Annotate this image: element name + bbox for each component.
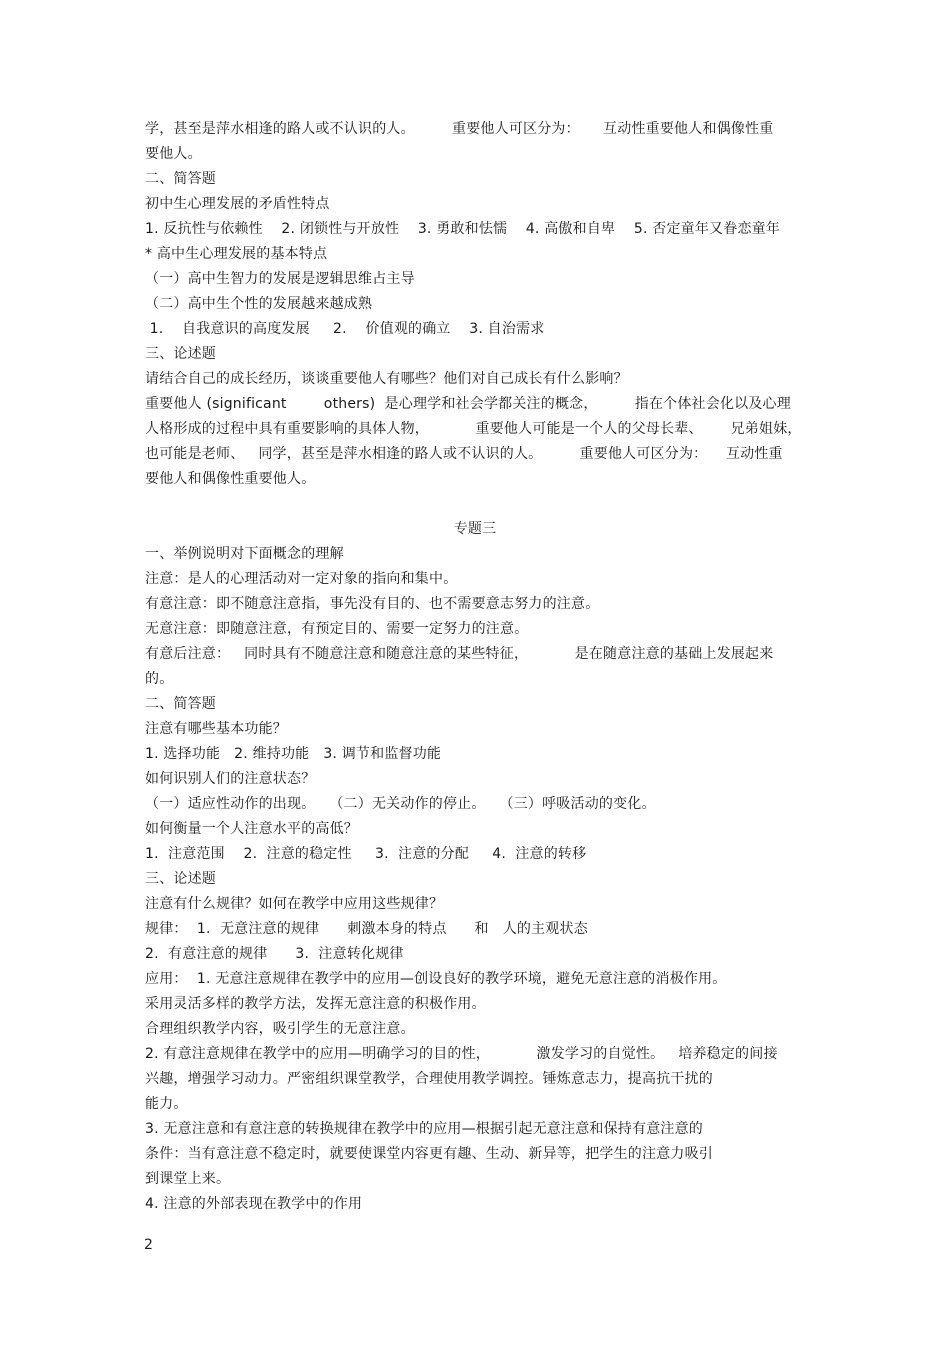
text-line: 的。 <box>145 671 174 687</box>
answer-list: 1. 注意范围 2. 注意的稳定性 3. 注意的分配 4. 注意的转移 <box>145 846 587 862</box>
answer-list: 1. 反抗性与依赖性 2. 闭锁性与开放性 3. 勇敢和怯懦 4. 高傲和自卑 5. 否定童年又眷恋童年 <box>145 221 781 237</box>
page-number: 2 <box>144 1237 153 1253</box>
text-line: 采用灵活多样的教学方法，发挥无意注意的积极作用。 <box>145 996 486 1012</box>
text-line: 无意注意：即随意注意，有预定目的、需要一定努力的注意。 <box>145 621 529 637</box>
text-line: 规律： 1. 无意注意的规律 刺激本身的特点 和 人的主观状态 <box>145 921 588 937</box>
text-line: 要他人和偶像性重要他人。 <box>145 471 316 487</box>
text-line: 学，甚至是萍水相逢的路人或不认识的人。 重要他人可区分为： 互动性重要他人和偶像性重 <box>145 121 774 137</box>
question-title: 如何识别人们的注意状态？ <box>145 771 316 787</box>
text-line: 4. 注意的外部表现在教学中的作用 <box>145 1196 363 1212</box>
answer-list: （一）适应性动作的出现。 （二）无关动作的停止。 （三）呼吸活动的变化。 <box>145 796 656 812</box>
text-line: 人格形成的过程中具有重要影响的具体人物， 重要他人可能是一个人的父母长辈、 兄弟姐妹， <box>145 421 802 437</box>
text-line: 有意注意：即不随意注意指，事先没有目的、也不需要意志努力的注意。 <box>145 596 600 612</box>
text-line: （一）高中生智力的发展是逻辑思维占主导 <box>145 271 415 287</box>
text-line: 2. 有意注意的规律 3. 注意转化规律 <box>145 946 404 962</box>
question-title: 请结合自己的成长经历，谈谈重要他人有哪些？他们对自己成长有什么影响？ <box>145 371 628 387</box>
text-line: 注意：是人的心理活动对一定对象的指向和集中。 <box>145 571 458 587</box>
text-line: 应用： 1. 无意注意规律在教学中的应用—创设良好的教学环境，避免无意注意的消极作用。 <box>145 971 727 987</box>
answer-list: 1. 选择功能 2. 维持功能 3. 调节和监督功能 <box>145 746 442 762</box>
section-title: 专题三 <box>453 521 497 537</box>
text-line: 要他人。 <box>145 146 202 162</box>
text-line: 也可能是老师、 同学，甚至是萍水相逢的路人或不认识的人。 重要他人可区分为： 互动性重 <box>145 446 783 462</box>
text-line: 合理组织教学内容，吸引学生的无意注意。 <box>145 1021 415 1037</box>
text-line: 3. 无意注意和有意注意的转换规律在教学中的应用—根据引起无意注意和保持有意注意的 <box>145 1121 704 1137</box>
question-title: 注意有哪些基本功能？ <box>145 721 287 737</box>
text-line: （二）高中生个性的发展越来越成熟 <box>145 296 373 312</box>
question-title: * 高中生心理发展的基本特点 <box>145 246 328 262</box>
text-line: 条件：当有意注意不稳定时，就要使课堂内容更有趣、生动、新异等，把学生的注意力吸引 <box>145 1146 713 1162</box>
section-heading: 一、举例说明对下面概念的理解 <box>145 546 344 562</box>
text-line: 有意后注意： 同时具有不随意注意和随意注意的某些特征， 是在随意注意的基础上发展起来 <box>145 646 774 662</box>
text-line: 到课堂上来。 <box>145 1171 231 1187</box>
section-heading: 二、简答题 <box>145 696 216 712</box>
answer-list: 1. 自我意识的高度发展 2. 价值观的确立 3. 自治需求 <box>145 321 545 337</box>
question-title: 初中生心理发展的矛盾性特点 <box>145 196 330 212</box>
question-title: 注意有什么规律？如何在教学中应用这些规律？ <box>145 896 444 912</box>
text-line: 兴趣，增强学习动力。严密组织课堂教学，合理使用教学调控。锤炼意志力，提高抗干扰的 <box>145 1071 713 1087</box>
text-line: 2. 有意注意规律在教学中的应用—明确学习的目的性， 激发学习的自觉性。 培养稳定的间接 <box>145 1046 778 1062</box>
text-line: 重要他人 (significant others) 是心理学和社会学都关注的概念， 指在个体社会化以及心理 <box>145 396 791 412</box>
question-title: 如何衡量一个人注意水平的高低？ <box>145 821 358 837</box>
text-line: 能力。 <box>145 1096 188 1112</box>
section-heading: 三、论述题 <box>145 871 216 887</box>
section-heading: 三、论述题 <box>145 346 216 362</box>
section-heading: 二、简答题 <box>145 171 216 187</box>
